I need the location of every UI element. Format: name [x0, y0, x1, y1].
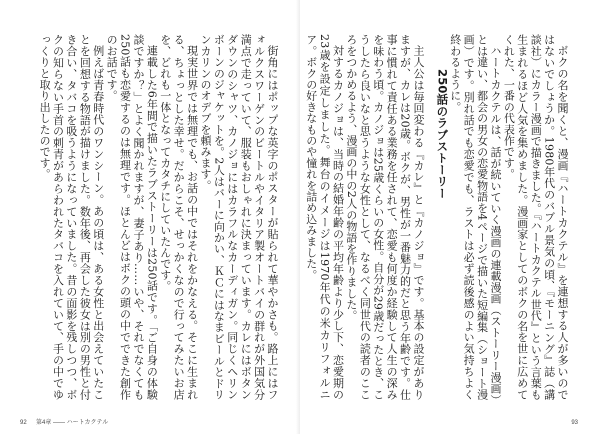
body-paragraph: 街角にはポップな英字のポスターが貼られて華やかさも。路上にはフォルクスワーゲンのビートルやイタリア製オートバイの群れが外国気分満点で走っていて、服装もおしゃれに決まっています。カレにはボタンダウンのシャツ、カノジョにはカラフルなカーディガン。同じくヘリンボーンのジャケットを。2人はバーに向かい、ＫＣにはなまビールとドリンカリンのオデブを頼みます。	[198, 34, 279, 400]
body-paragraph: 連載した6年間で描いたラブストーリーは250話です。「ご自身の体験談ですか？」とよく聞かれますが、妻子あり……いや、それでなくても250話も恋愛するのは無理です。ほとんどはボクの頭の中でできた創作のお話です。	[105, 34, 159, 400]
body-paragraph: 現実世界では無理でも、お話の中ではそれをかなえる。そこに生まれる、ちょっとした幸せ。だからこそ、せっかくなので行ってみたいお店を、どれも一体となってカタチにしていたんです。	[158, 34, 199, 400]
body-paragraph: 対するカノジョは、当時の結婚年齢の平均年齢より少し下、恋愛期の23歳を設定しました。舞台のイメージは1970年代の米カリフォルニア。ボクの好きなものや憧れを詰め込みました。	[304, 34, 345, 400]
running-head: 第4章 —— ハートカクテル	[36, 420, 109, 426]
body-paragraph: ハートカクテルは、話が続いていく漫画の連載漫画（ストーリー漫画）とは違い、都会の男女の恋愛物語を4ページで描いた短編集（ショート漫画）です。別れ話でも恋愛でも、ラストは必ず読後感のよい気持ちよく終わるように。	[448, 34, 502, 400]
right-page	[300, 0, 600, 434]
body-paragraph: 主人公は毎回変わる『カレ』と『カノジョ』です。基本の設定がありますが、カレは20歳。ボクが、男性が一番魅力的だと思う年齢です。仕事に慣れて責任ある業務を任されて、恋愛も何度か経験して人生の深みを味わう頃。カノジョは25歳くらいの女性。自分が29歳だったとき、こうしたら良いなと思うような女性として、なるべく同世代の読者のこころをつかめるよう、漫画の中の2人の物語を作りました。	[344, 34, 425, 400]
body-paragraph: ボクの名を聞くと、漫画『ハートカクテル』を連想する人が多いのではないでしょうか。1980年代のバブル景気の頃、『モーニング』誌（講談社）にカラー漫画で描きました。『ハートカクテル世代』という言葉も生まれるほど人気を集めました。漫画家としてのボクの名を世に広めてくれた、一番の代表作です。	[502, 34, 569, 400]
page-number: 92	[20, 420, 27, 426]
body-paragraph: 例えば青春時代のワンシーン。あの頃は、ある女性と出会えていたことを回想する物語が描けました。数年後、再会した彼女は別の男性と付き合い、タバコを吸うようになっていました。昔の面影を残しつつ、ボクの知らない手首の刺青があらわれたタバコを入れていて、手の中でゆっくりと取り出したのです。	[38, 34, 105, 400]
page-number: 93	[571, 420, 578, 426]
left-page-body	[17, 34, 279, 400]
right-page-body	[304, 34, 569, 400]
section-heading: 250話のラブストーリー	[435, 68, 450, 199]
